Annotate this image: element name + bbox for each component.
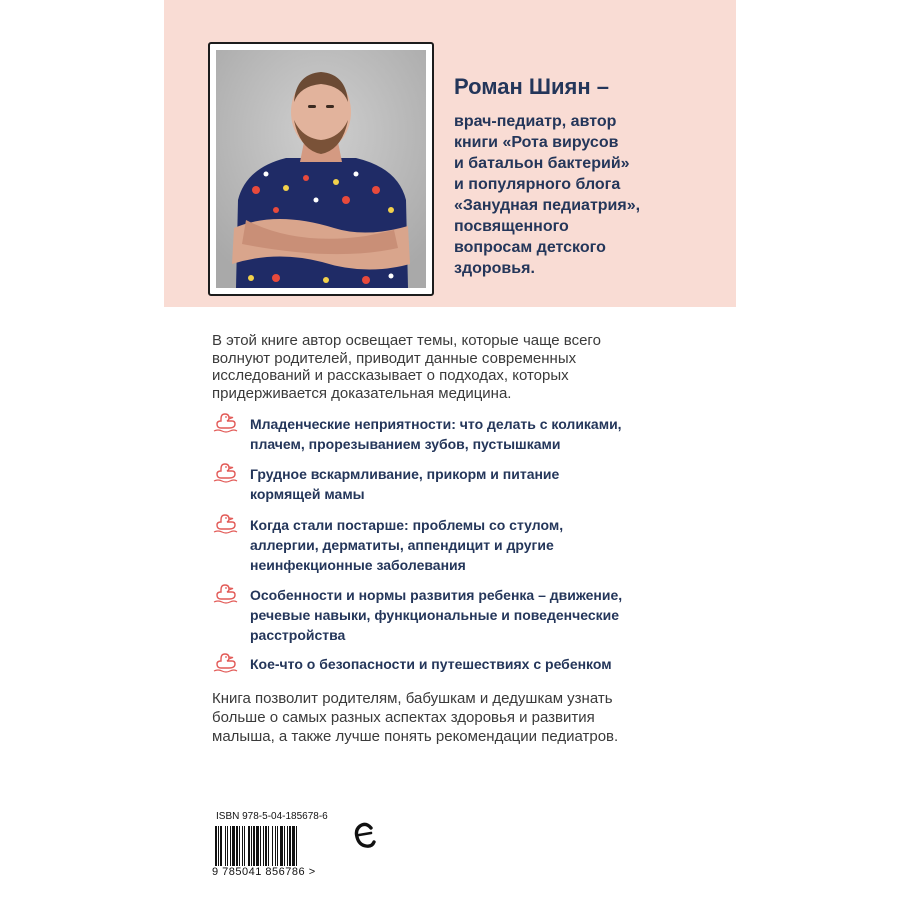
topic-line: Когда стали постарше: проблемы со стулом, (250, 517, 564, 533)
author-bio-line: и батальон бактерий» (454, 155, 630, 172)
topic-line: Кое-что о безопасности и путешествиях с ребенком (250, 656, 612, 672)
isbn-label: ISBN 978-5-04-185678-6 (216, 811, 328, 822)
outro-paragraph (212, 689, 712, 746)
barcode-digits: 9 785041 856786 > (212, 866, 316, 878)
topic-line: Младенческие неприятности: что делать с коликами, (250, 416, 622, 432)
topic-line: речевые навыки, функциональные и поведенческие (250, 607, 620, 623)
topic-line: неинфекционные заболевания (250, 557, 466, 573)
topic-line: плачем, прорезыванием зубов, пустышками (250, 436, 561, 452)
topic-line: кормящей мамы (250, 486, 365, 502)
author-bio-line: посвященного (454, 218, 569, 235)
author-bio-line: «Занудная педиатрия», (454, 197, 641, 214)
barcode (214, 826, 348, 866)
author-photo-frame (208, 42, 434, 296)
topic-text (250, 654, 612, 674)
outro-line: больше о самых разных аспектах здоровья и развития (212, 709, 595, 726)
book-back-cover (164, 0, 736, 900)
topic-text (250, 515, 563, 575)
author-section (164, 0, 736, 307)
topic-text (250, 585, 622, 645)
topic-text (250, 414, 622, 454)
duck-icon (212, 512, 238, 534)
topic-line: расстройства (250, 627, 346, 643)
intro-paragraph (212, 332, 692, 402)
author-bio (454, 111, 714, 279)
author-photo (216, 50, 426, 288)
duck-icon (212, 461, 238, 483)
author-bio-line: здоровья. (454, 260, 535, 277)
topic-line: Особенности и нормы развития ребенка – движение, (250, 587, 623, 603)
duck-icon (212, 582, 238, 604)
author-bio-line: врач-педиатр, автор (454, 113, 617, 130)
author-bio-line: вопросам детского (454, 239, 606, 256)
topic-line: аллергии, дерматиты, аппендицит и другие (250, 537, 554, 553)
intro-line: В этой книге автор освещает темы, которые чаще всего (212, 332, 601, 349)
outro-line: малыша, а также лучше понять рекомендации педиатров. (212, 728, 619, 745)
duck-icon (212, 651, 238, 673)
topic-line: Грудное вскармливание, прикорм и питание (250, 466, 560, 482)
publisher-logo-icon (354, 820, 376, 850)
outro-line: Книга позволит родителям, бабушкам и дедушкам узнать (212, 690, 613, 707)
intro-line: придерживается доказательная медицина. (212, 384, 512, 402)
author-name: Роман Шиян – (454, 74, 609, 99)
topic-text (250, 464, 559, 504)
author-bio-line: и популярного блога (454, 176, 621, 193)
intro-line: волнуют родителей, приводит данные современных (212, 349, 577, 367)
author-portrait-image (216, 50, 426, 288)
author-bio-line: книги «Рота вирусов (454, 134, 619, 151)
duck-icon (212, 411, 238, 433)
intro-line: исследований и рассказывает о подходах, которых (212, 367, 569, 384)
